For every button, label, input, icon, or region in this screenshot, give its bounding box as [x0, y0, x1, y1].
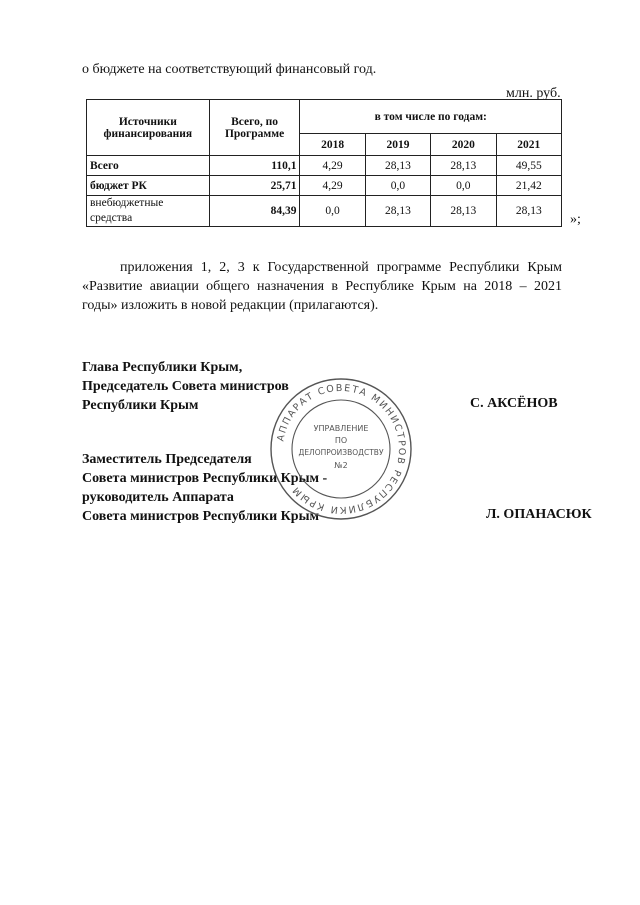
row-label: бюджет РК [87, 176, 210, 196]
cell-value: 28,13 [431, 156, 496, 176]
header-total: Всего, по Программе [209, 100, 300, 156]
cell-value: 21,42 [496, 176, 561, 196]
table-row [87, 196, 562, 227]
intro-line: о бюджете на соответствующий финансовый год. [82, 62, 377, 77]
header-years: в том числе по годам: [300, 100, 562, 134]
stamp-line: ДЕЛОПРОИЗВОДСТВУ [298, 448, 384, 457]
signature-block-head [82, 358, 289, 415]
cell-value: 4,29 [300, 156, 365, 176]
year-2018: 2018 [300, 134, 365, 156]
row-total: 84,39 [209, 196, 300, 227]
cell-value: 0,0 [431, 176, 496, 196]
position-line: руководитель Аппарата [82, 490, 234, 505]
position-line: Республики Крым [82, 398, 199, 413]
unit-label: млн. руб. [506, 86, 561, 101]
cell-value: 0,0 [300, 196, 365, 227]
stamp-line: УПРАВЛЕНИЕ [313, 424, 369, 433]
row-total: 110,1 [209, 156, 300, 176]
year-2021: 2021 [496, 134, 561, 156]
cell-value: 28,13 [365, 156, 430, 176]
cell-value: 28,13 [365, 196, 430, 227]
cell-value: 4,29 [300, 176, 365, 196]
cell-value: 0,0 [365, 176, 430, 196]
header-source: Источники финансирования [87, 100, 210, 156]
paragraph-text: приложения 1, 2, 3 к Государственной программе Республики Крым «Развитие авиации общего назначения в Республике Крым на 2018 – 2021 годы» изложить в новой редакции (прилагаются). [82, 260, 562, 313]
financing-table [86, 99, 562, 227]
row-label: внебюджетные средства [87, 196, 210, 227]
stamp-ring-text: АППАРАТ СОВЕТА МИНИСТРОВ РЕСПУБЛИКИ КРЫМ [275, 382, 408, 516]
position-line: Глава Республики Крым, [82, 360, 243, 375]
position-line: Совета министров Республики Крым - [82, 471, 328, 486]
row-label: Всего [87, 156, 210, 176]
office-stamp [268, 376, 414, 522]
position-line: Совета министров Республики Крым [82, 509, 320, 524]
year-2019: 2019 [365, 134, 430, 156]
stamp-line: №2 [334, 461, 348, 470]
cell-value: 28,13 [431, 196, 496, 227]
row-total: 25,71 [209, 176, 300, 196]
table-row [87, 156, 562, 176]
year-2020: 2020 [431, 134, 496, 156]
signatory-name: Л. ОПАНАСЮК [486, 507, 592, 522]
amendment-paragraph [82, 258, 562, 315]
cell-value: 28,13 [496, 196, 561, 227]
table-closing-quote: »; [570, 212, 581, 227]
table-row [87, 176, 562, 196]
position-line: Заместитель Председателя [82, 452, 252, 467]
cell-value: 49,55 [496, 156, 561, 176]
signatory-name: С. АКСЁНОВ [470, 396, 558, 411]
position-line: Председатель Совета министров [82, 379, 289, 394]
stamp-line: ПО [334, 436, 348, 445]
